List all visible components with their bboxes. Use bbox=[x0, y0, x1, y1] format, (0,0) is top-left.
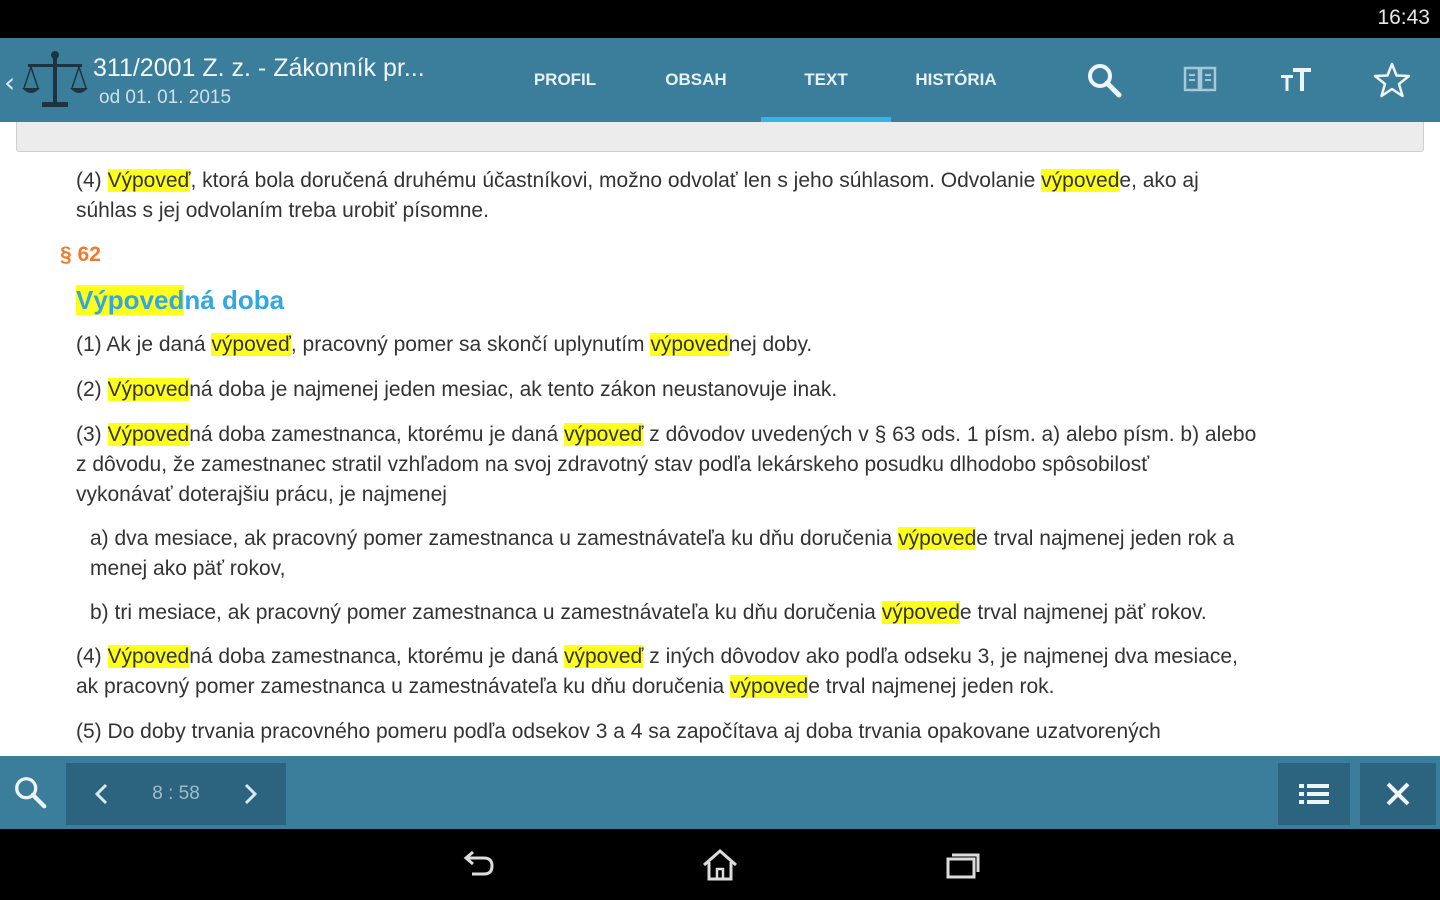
close-search-button[interactable] bbox=[1360, 763, 1436, 825]
search-highlight: výpoved bbox=[730, 675, 809, 698]
paragraph-3-point-a: a) dva mesiace, ak pracovný pomer zamestnanca u zamestnávateľa ku dňu doručenia výpovede trval najmenej jeden rok a menej ako päť rokov, bbox=[90, 527, 1235, 580]
search-icon[interactable] bbox=[8, 770, 52, 814]
law-text-content[interactable] bbox=[0, 160, 1440, 756]
star-icon[interactable] bbox=[1370, 58, 1414, 102]
search-highlight: výpoved bbox=[881, 601, 960, 624]
scales-logo-icon[interactable] bbox=[20, 48, 90, 114]
search-highlight: Výpoveď bbox=[107, 169, 191, 192]
recents-icon[interactable] bbox=[932, 843, 992, 887]
prev-chevron-icon bbox=[94, 783, 110, 805]
status-time: 16:43 bbox=[1377, 6, 1430, 29]
paragraph-4: (4) Výpovedná doba zamestnanca, ktorému je daná výpoveď z iných dôvodov ako podľa odseku 3, je najmenej dva mesiace, ak pracovný pomer zamestnanca u zamestnávateľa ku dňu doručenia výpovede trval najmenej jeden rok. bbox=[76, 645, 1238, 698]
previous-match-button[interactable] bbox=[66, 763, 138, 825]
back-chevron-icon[interactable]: ‹ bbox=[4, 66, 16, 99]
document-title: 311/2001 Z. z. - Zákonník pr... bbox=[93, 54, 425, 82]
status-bar bbox=[0, 0, 1440, 38]
text-size-icon[interactable] bbox=[1274, 58, 1318, 102]
paragraph-2: (2) Výpovedná doba je najmenej jeden mesiac, ak tento zákon neustanovuje inak. bbox=[76, 378, 838, 401]
section-title: Výpovedná doba bbox=[76, 285, 285, 315]
section-number: § 62 bbox=[60, 243, 101, 266]
back-icon[interactable] bbox=[448, 843, 508, 887]
next-match-button[interactable] bbox=[214, 763, 286, 825]
search-highlight: výpoved bbox=[898, 527, 977, 550]
search-highlight: Výpoved bbox=[107, 378, 190, 401]
match-counter: 8 : 58 bbox=[138, 763, 214, 825]
list-icon bbox=[1299, 782, 1329, 806]
search-highlight: výpoveď bbox=[211, 333, 291, 356]
next-chevron-icon bbox=[242, 783, 258, 805]
tab-obsah[interactable]: OBSAH bbox=[665, 70, 727, 89]
search-highlight: výpoved bbox=[650, 333, 729, 356]
document-subtitle: od 01. 01. 2015 bbox=[99, 87, 232, 108]
paragraph-1: (1) Ak je daná výpoveď, pracovný pomer sa skončí uplynutím výpovednej doby. bbox=[76, 333, 813, 356]
search-icon[interactable] bbox=[1082, 58, 1126, 102]
search-highlight: Výpoved bbox=[76, 285, 185, 315]
tab-text[interactable]: TEXT bbox=[761, 38, 891, 122]
paragraph-5: (5) Do doby trvania pracovného pomeru podľa odsekov 3 a 4 sa započítava aj doba trvania opakovane uzatvorených bbox=[76, 720, 1161, 743]
search-navigation-bar bbox=[0, 756, 1440, 829]
search-highlight: výpoved bbox=[1041, 169, 1120, 192]
results-list-button[interactable] bbox=[1278, 763, 1350, 825]
search-highlight: Výpoved bbox=[107, 423, 190, 446]
title-block bbox=[93, 54, 425, 109]
search-highlight: výpoveď bbox=[563, 645, 644, 668]
paragraph-4-previous: (4) Výpoveď, ktorá bola doručená druhému účastníkovi, možno odvolať len s jeho súhlasom. Odvolanie výpovede, ako aj súhlas s jej odvolaním treba urobiť písomne. bbox=[76, 169, 1199, 222]
home-icon[interactable] bbox=[690, 843, 750, 887]
search-highlight: Výpoved bbox=[107, 645, 190, 668]
action-bar bbox=[0, 38, 1440, 122]
compare-icon[interactable] bbox=[1178, 58, 1222, 102]
paragraph-3-point-b: b) tri mesiace, ak pracovný pomer zamestnanca u zamestnávateľa ku dňu doručenia výpovede trval najmenej päť rokov. bbox=[90, 601, 1207, 624]
tab-historia[interactable]: HISTÓRIA bbox=[915, 70, 997, 89]
system-navigation-bar bbox=[0, 829, 1440, 900]
tab-profil[interactable]: PROFIL bbox=[533, 70, 597, 89]
search-highlight: výpoveď bbox=[563, 423, 644, 446]
paragraph-3: (3) Výpovedná doba zamestnanca, ktorému je daná výpoveď z dôvodov uvedených v § 63 ods. 1 písm. a) alebo písm. b) alebo z dôvodu, že zamestnanec stratil vzhľadom na svoj zdravotný stav podľa lekárskeho posudku dlhodobo spôsobilosť vykonávať doterajšiu prácu, je najmenej bbox=[76, 423, 1257, 506]
previous-section-strip bbox=[16, 122, 1424, 152]
close-icon bbox=[1385, 781, 1411, 807]
